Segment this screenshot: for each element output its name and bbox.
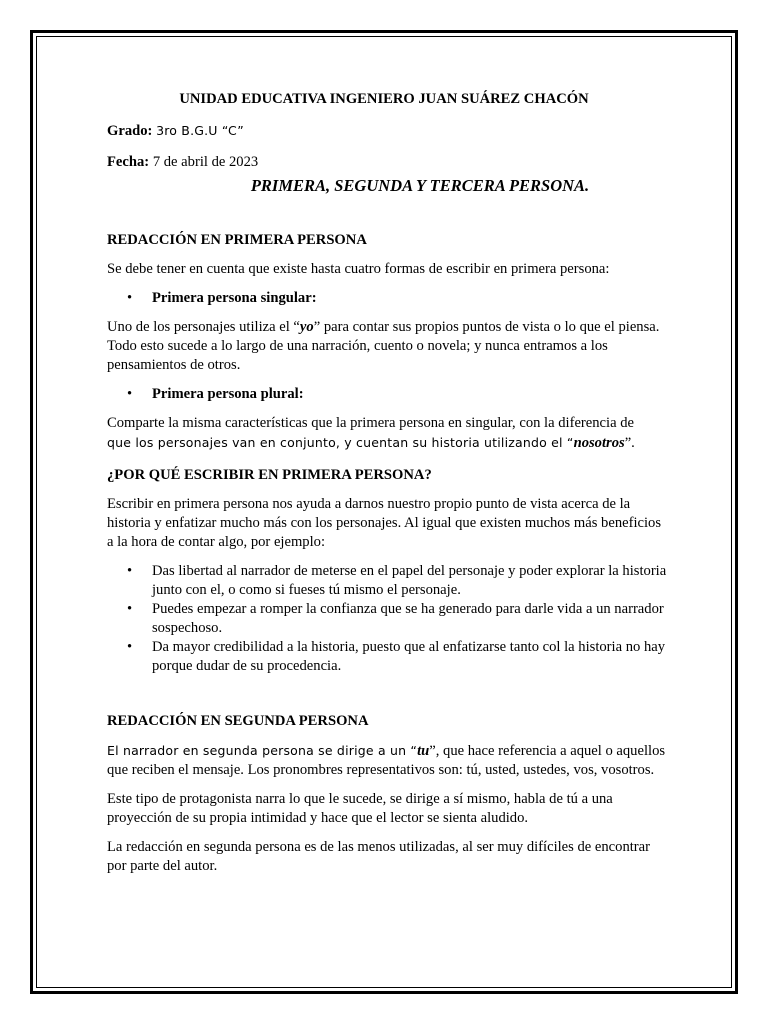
grade-value: 3ro B.G.U “C” [156,123,244,138]
section-heading-first-person: REDACCIÓN EN PRIMERA PERSONA [107,232,367,248]
date-label: Fecha: [107,154,150,170]
singular-paragraph: Uno de los personajes utiliza el “yo” para contar sus propios puntos de vista o lo que el piensa. Todo esto sucede a lo largo de una narración, cuento o novela; y nunca entramos a los pensamientos de otros. [107,319,660,373]
plural-paragraph: Comparte la misma características que la primera persona en singular, con la diferencia de que los personajes van en conjunto, y cuentan su historia utilizando el “nosotros”. [107,415,635,451]
date-value: 7 de abril de 2023 [152,154,259,170]
date-line [107,153,667,172]
benefits-list [107,562,667,676]
bullet-plural: • Primera persona plural: [127,386,304,402]
emphasis-tu: tu [417,743,430,759]
bullet-icon: • [127,601,133,617]
bullet-icon: • [127,386,133,402]
grade-line [107,121,667,141]
list-item: • Puedes empezar a romper la confianza que se ha generado para darle vida a un narrador sospechoso. [127,601,664,636]
bullet-icon: • [127,563,133,579]
school-name: UNIDAD EDUCATIVA INGENIERO JUAN SUÁREZ CHACÓN [179,91,589,107]
emphasis-yo: yo [299,319,314,335]
why-intro: Escribir en primera persona nos ayuda a darnos nuestro propio punto de vista acerca de la historia y enfatizar mucho más con los personajes. Al igual que existen muchos más beneficios a la hora de contar algo, por ejemplo: [107,496,662,550]
bullet-icon: • [127,290,133,306]
bullet-plural-list [107,385,667,404]
bullet-icon: • [127,639,133,655]
document-body [107,88,667,876]
list-item: • Das libertad al narrador de meterse en el papel del personaje y poder explorar la historia junto con el, o como si fueses tú mismo el personaje. [127,563,667,598]
section-heading-why: ¿POR QUÉ ESCRIBIR EN PRIMERA PERSONA? [107,467,432,483]
grade-label: Grado: [107,123,153,139]
section-heading-second-person: REDACCIÓN EN SEGUNDA PERSONA [107,713,369,729]
second-person-paragraph-1: El narrador en segunda persona se dirige a un “tu”, que hace referencia a aquel o aquellos que reciben el mensaje. Los pronombres representativos son: tú, usted, ustedes, vos, vosotros. [107,743,666,778]
bullet-singular: • Primera persona singular: [127,290,317,306]
list-item: • Da mayor credibilidad a la historia, puesto que al enfatizarse tanto col la historia no hay porque dudar de su procedencia. [127,639,666,674]
second-person-paragraph-2: Este tipo de protagonista narra lo que le sucede, se dirige a sí mismo, habla de tú a una proyección de su propia intimidad y hace que el lector se sienta aludido. [107,791,613,826]
second-person-paragraph-3: La redacción en segunda persona es de las menos utilizadas, al ser muy difíciles de encontrar por parte del autor. [107,839,651,874]
first-person-intro: Se debe tener en cuenta que existe hasta cuatro formas de escribir en primera persona: [107,261,610,277]
bullet-singular-list [107,289,667,308]
document-title: PRIMERA, SEGUNDA Y TERCERA PERSONA. [250,176,590,195]
emphasis-nosotros: nosotros [573,435,625,451]
